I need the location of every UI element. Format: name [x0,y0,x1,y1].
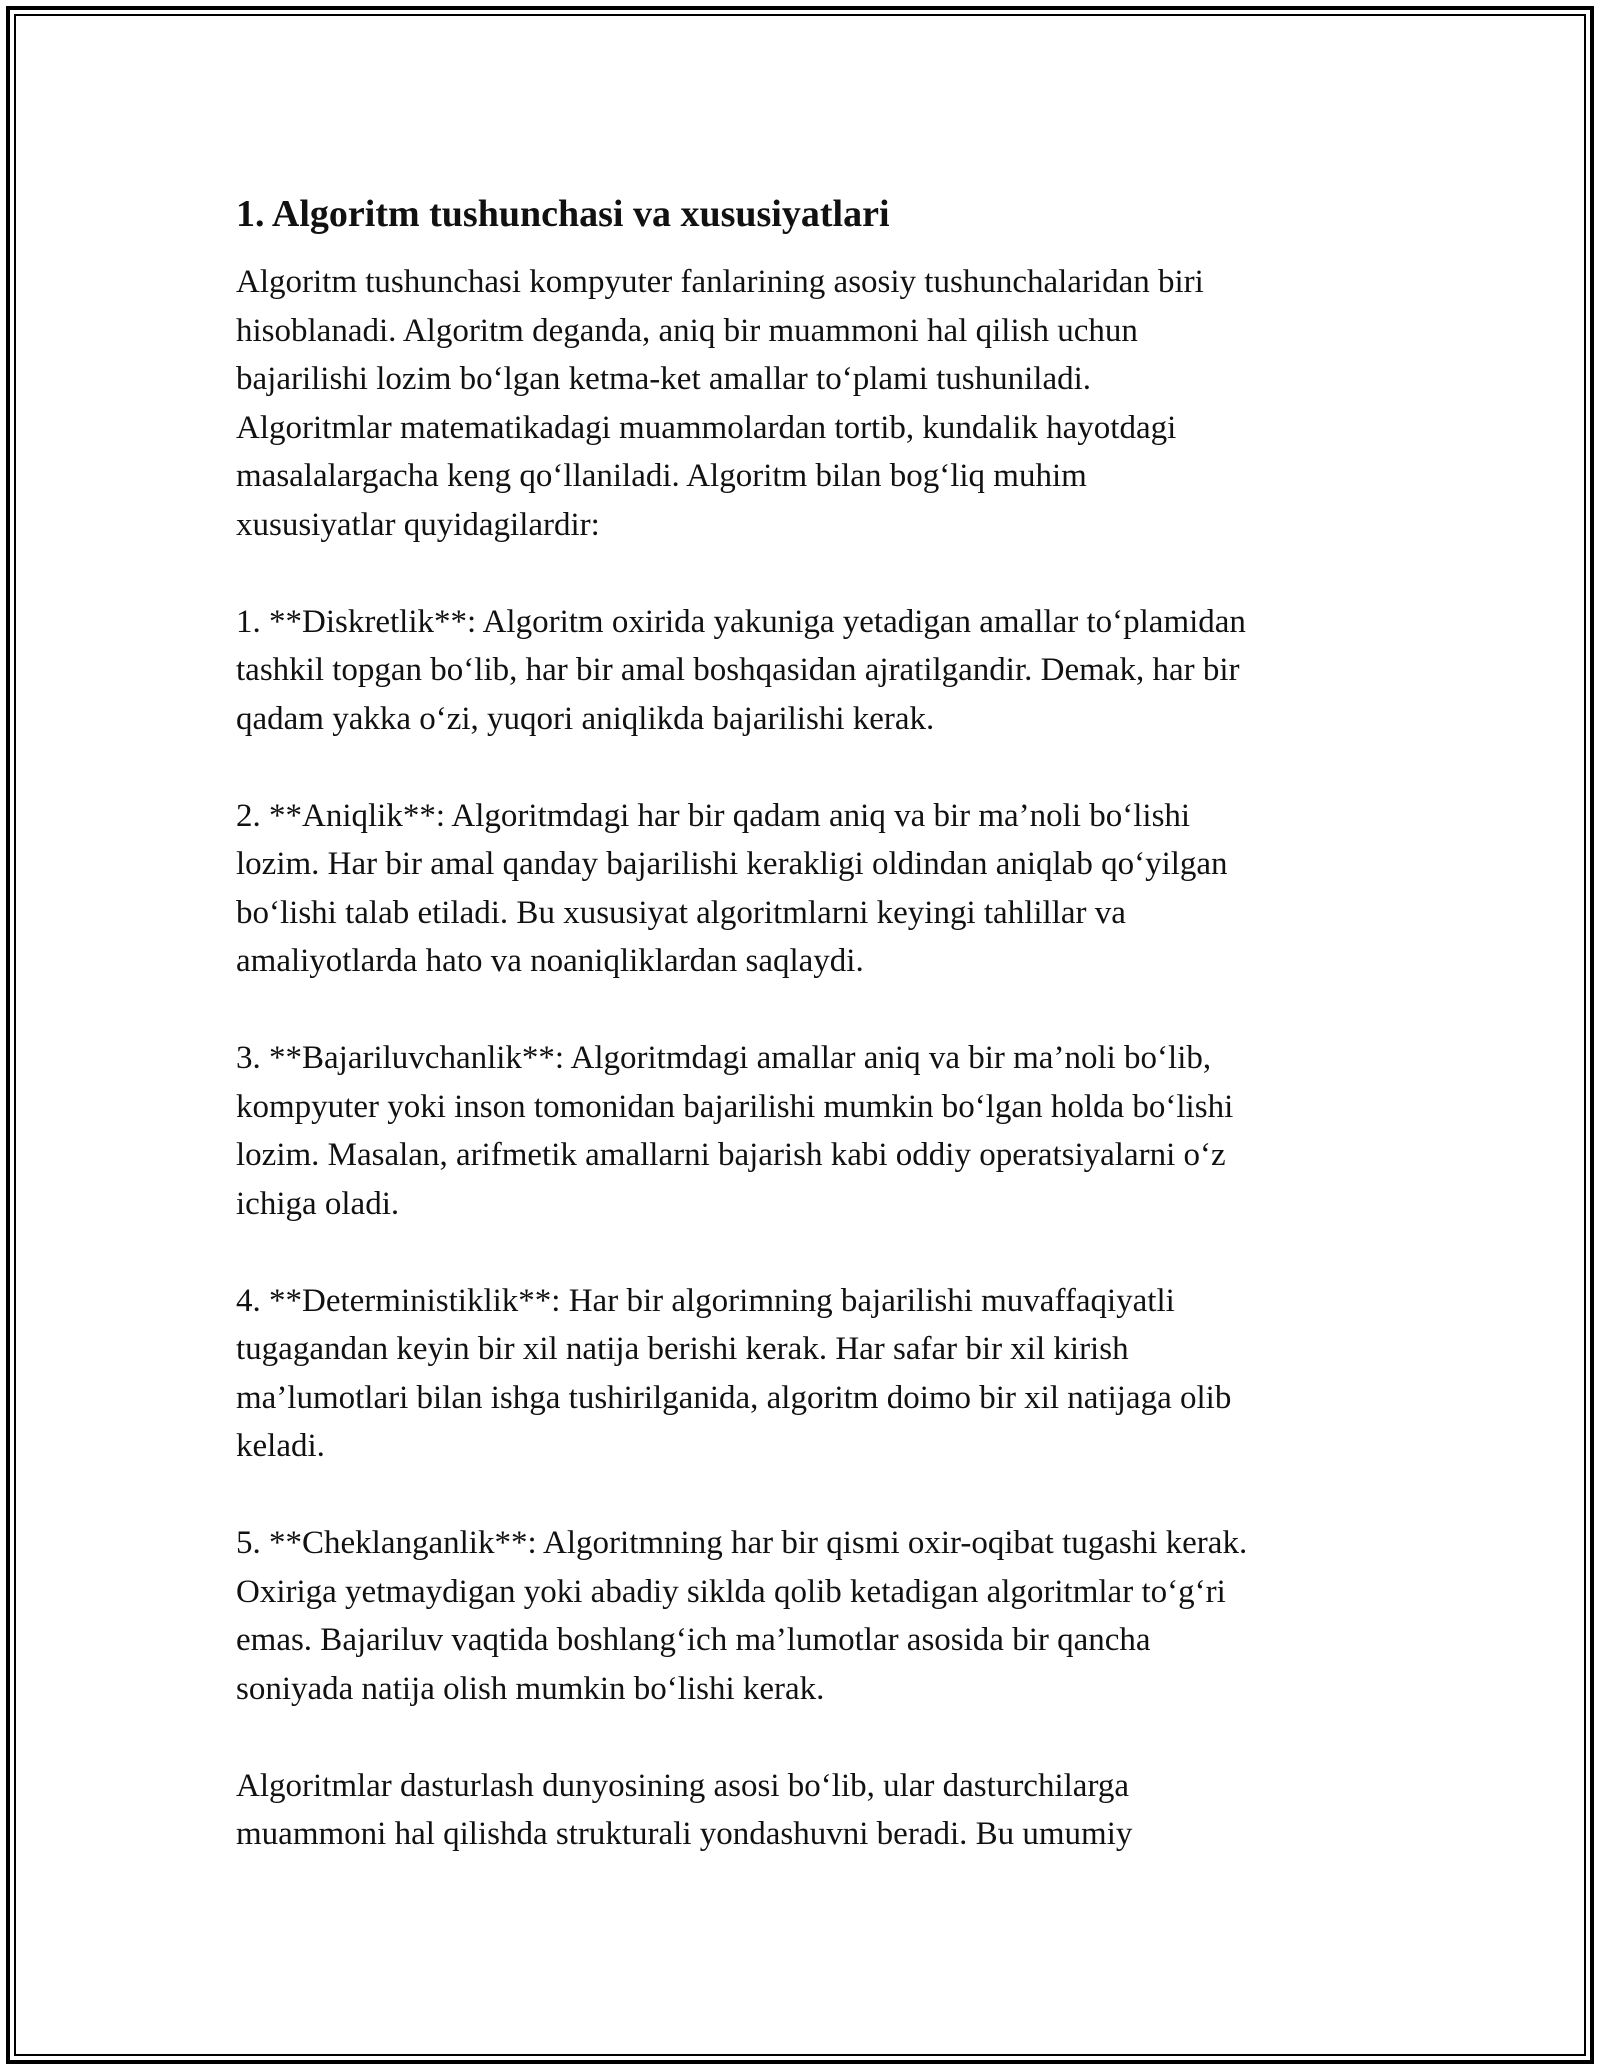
intro-paragraph: Algoritm tushunchasi kompyuter fanlarining asosiy tushunchalaridan biri hisoblanadi. Algoritm deganda, aniq bir muammoni hal qilish uchun bajarilishi lozim bo‘lgan ketma-ket amallar to‘plami tushuniladi. Algoritmlar matematikadagi muammolardan tortib, kundalik hayotdagi masalalargacha keng qo‘llaniladi. Algoritm bilan bog‘liq muhim xususiyatlar quyidagilardir: [236,264,1204,543]
property-determinism: 4. **Deterministiklik**: Har bir algorimning bajarilishi muvaffaqiyatli tugagandan keyin bir xil natija berishi kerak. Har safar bir xil kirish ma’lumotlari bilan ishga tushirilganida, algoritm doimo bir xil natijaga olib keladi. [236,1282,1232,1464]
property-finiteness: 5. **Cheklanganlik**: Algoritmning har bir qismi oxir-oqibat tugashi kerak. Oxiriga yetmaydigan yoki abadiy siklda qolib ketadigan algoritmlar to‘g‘ri emas. Bajariluv vaqtida boshlang‘ich ma’lumotlar asosida bir qancha soniyada natija olish mumkin bo‘lishi kerak. [236,1525,1248,1707]
property-precision: 2. **Aniqlik**: Algoritmdagi har bir qadam aniq va bir ma’noli bo‘lishi lozim. Har bir amal qanday bajarilishi kerakligi oldindan aniqlab qo‘yilgan bo‘lishi talab etiladi. Bu xususiyat algoritmlarni keyingi tahlillar va amaliyotlarda hato va noaniqliklardan saqlaydi. [236,797,1228,979]
section-heading: 1. Algoritm tushunchasi va xususiyatlari [236,193,890,235]
property-discreteness: 1. **Diskretlik**: Algoritm oxirida yakuniga yetadigan amallar to‘plamidan tashkil topgan bo‘lib, har bir amal boshqasidan ajratilgandir. Demak, har bir qadam yakka o‘zi, yuqori aniqlikda bajarilishi kerak. [236,603,1246,737]
closing-paragraph: Algoritmlar dasturlash dunyosining asosi bo‘lib, ular dasturchilarga muammoni hal qilishda strukturali yondashuvni beradi. Bu umumiy [236,1767,1133,1852]
document-body [236,186,1376,1859]
property-executability: 3. **Bajariluvchanlik**: Algoritmdagi amallar aniq va bir ma’noli bo‘lib, kompyuter yoki inson tomonidan bajarilishi mumkin bo‘lgan holda bo‘lishi lozim. Masalan, arifmetik amallarni bajarish kabi oddiy operatsiyalarni o‘z ichiga oladi. [236,1040,1234,1222]
